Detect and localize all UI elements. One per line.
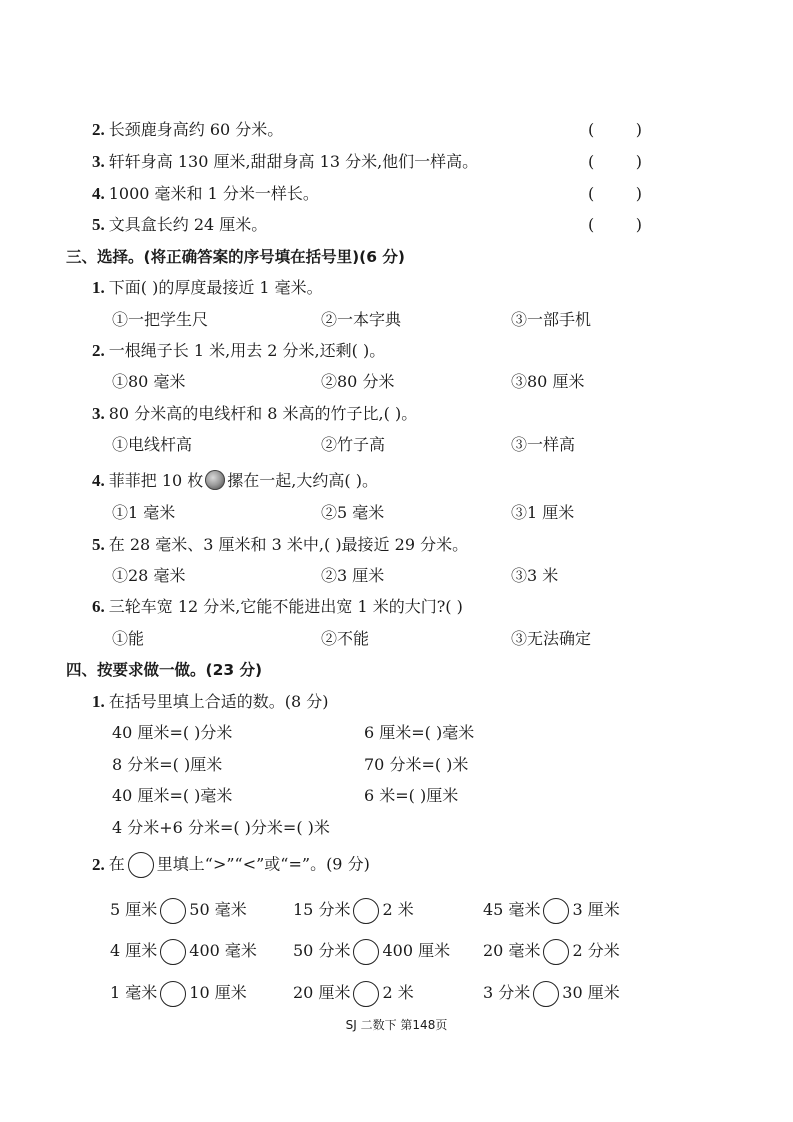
compare-circle[interactable] xyxy=(353,981,379,1007)
choice-option[interactable]: ②80 分米 xyxy=(321,372,395,391)
item-text: 1000 毫米和 1 分米一样长。 xyxy=(108,184,319,203)
fill-blank[interactable]: 70 分米=( )米 xyxy=(364,755,469,774)
compare-circle[interactable] xyxy=(533,981,559,1007)
compare-circle[interactable] xyxy=(160,981,186,1007)
circle-icon xyxy=(128,852,154,878)
item-text: 文具盒长约 24 厘米。 xyxy=(108,215,268,234)
choice-option[interactable]: ③无法确定 xyxy=(511,629,592,648)
compare-item: 1 毫米 10 厘米 xyxy=(110,979,247,1007)
compare-item: 45 毫米 3 厘米 xyxy=(483,896,620,924)
compare-item: 50 分米 400 厘米 xyxy=(293,937,450,965)
item-text: 长颈鹿身高约 60 分米。 xyxy=(108,120,284,139)
item-number: 5. xyxy=(92,215,105,234)
judge-item xyxy=(92,120,283,140)
judge-item xyxy=(92,152,478,172)
choice-option[interactable]: ②竹子高 xyxy=(321,435,386,454)
choice-option[interactable]: ①电线杆高 xyxy=(112,435,193,454)
compare-item: 3 分米 30 厘米 xyxy=(483,979,620,1007)
choice-option[interactable]: ①能 xyxy=(112,629,145,648)
section-heading-practice: 四、按要求做一做。(23 分) xyxy=(66,661,263,679)
compare-circle[interactable] xyxy=(353,939,379,965)
compare-item: 15 分米 2 米 xyxy=(293,896,414,924)
choice-option[interactable]: ③1 厘米 xyxy=(511,503,575,522)
fill-blank[interactable]: 40 厘米=( )分米 xyxy=(112,723,233,742)
item-number: 2. xyxy=(92,120,105,139)
coin-icon xyxy=(205,470,225,490)
fill-blank[interactable]: 6 米=( )厘米 xyxy=(364,786,459,805)
choice-option[interactable]: ③3 米 xyxy=(511,566,559,585)
fill-blank[interactable]: 4 分米+6 分米=( )分米=( )米 xyxy=(112,818,330,837)
compare-circle[interactable] xyxy=(543,898,569,924)
section-heading-choice: 三、选择。(将正确答案的序号填在括号里)(6 分) xyxy=(66,248,406,266)
choice-question: 6. 三轮车宽 12 分米,它能不能进出宽 1 米的大门?( ) xyxy=(92,597,463,616)
compare-item: 20 厘米 2 米 xyxy=(293,979,414,1007)
choice-question: 2. 一根绳子长 1 米,用去 2 分米,还剩( )。 xyxy=(92,341,386,360)
page-footer: SJ 二数下 第148页 xyxy=(345,1018,448,1032)
compare-item: 20 毫米 2 分米 xyxy=(483,937,620,965)
choice-option[interactable]: ③一部手机 xyxy=(511,310,592,329)
choice-option[interactable]: ③80 厘米 xyxy=(511,372,585,391)
compare-item: 4 厘米 400 毫米 xyxy=(110,937,257,965)
choice-question: 1. 下面( )的厚度最接近 1 毫米。 xyxy=(92,278,323,297)
fill-blank[interactable]: 6 厘米=( )毫米 xyxy=(364,723,475,742)
choice-option[interactable]: ①80 毫米 xyxy=(112,372,186,391)
choice-option[interactable]: ②3 厘米 xyxy=(321,566,385,585)
compare-item: 5 厘米 50 毫米 xyxy=(110,896,247,924)
fill-blank[interactable]: 8 分米=( )厘米 xyxy=(112,755,223,774)
compare-circle[interactable] xyxy=(160,898,186,924)
choice-question: 4. 菲菲把 10 枚 摞在一起,大约高( )。 xyxy=(92,471,378,490)
choice-option[interactable]: ②5 毫米 xyxy=(321,503,385,522)
item-number: 4. xyxy=(92,184,105,203)
judge-item xyxy=(92,215,267,235)
compare-circle[interactable] xyxy=(160,939,186,965)
choice-option[interactable]: ②不能 xyxy=(321,629,370,648)
compare-circle[interactable] xyxy=(353,898,379,924)
compare-circle[interactable] xyxy=(543,939,569,965)
practice-question-1: 1. 在括号里填上合适的数。(8 分) xyxy=(92,692,329,711)
choice-option[interactable]: ①一把学生尺 xyxy=(112,310,209,329)
choice-option[interactable]: ①1 毫米 xyxy=(112,503,176,522)
choice-option[interactable]: ③一样高 xyxy=(511,435,576,454)
choice-question: 3. 80 分米高的电线杆和 8 米高的竹子比,( )。 xyxy=(92,404,418,423)
fill-blank[interactable]: 40 厘米=( )毫米 xyxy=(112,786,233,805)
item-number: 3. xyxy=(92,152,105,171)
choice-option[interactable]: ②一本字典 xyxy=(321,310,402,329)
judge-item xyxy=(92,184,319,204)
item-text: 轩轩身高 130 厘米,甜甜身高 13 分米,他们一样高。 xyxy=(108,152,479,171)
practice-question-2: 2. 在 里填上“>”“<”或“=”。(9 分) xyxy=(92,852,370,878)
choice-option[interactable]: ①28 毫米 xyxy=(112,566,186,585)
choice-question: 5. 在 28 毫米、3 厘米和 3 米中,( )最接近 29 分米。 xyxy=(92,535,469,554)
